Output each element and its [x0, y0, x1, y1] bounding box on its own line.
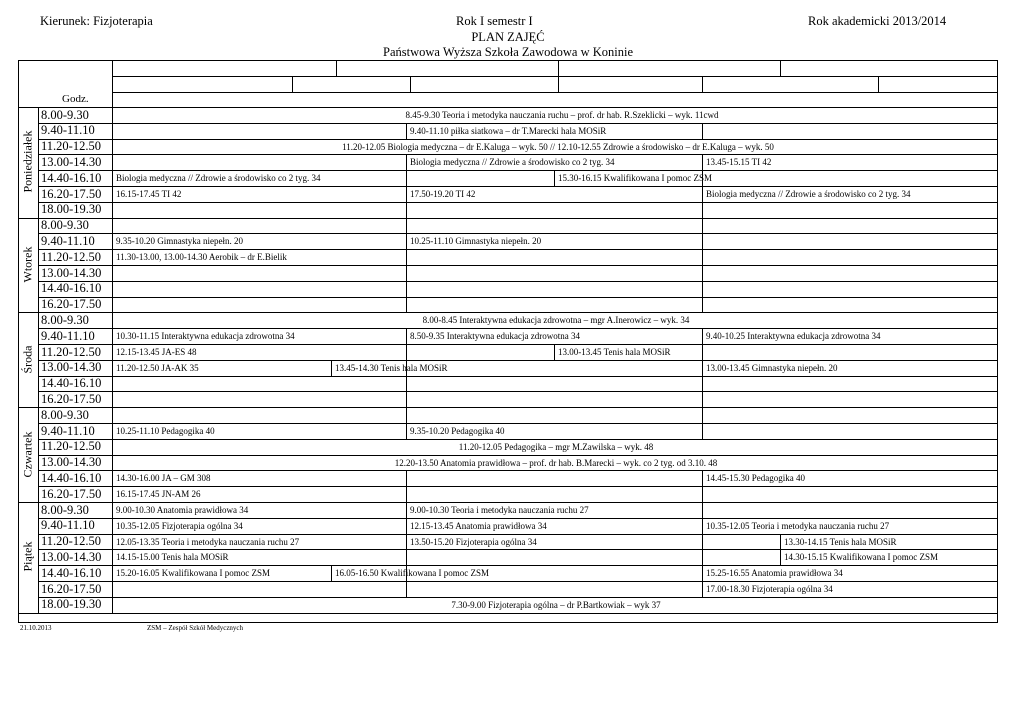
grid-line: [406, 218, 407, 234]
class-entry: 14.15-15.00 Tenis hala MOSiR: [116, 552, 229, 563]
field-of-study: Kierunek: Fizjoterapia: [40, 14, 153, 28]
grid-line: [38, 344, 997, 345]
grid-line: [406, 518, 407, 534]
grid-line: [702, 265, 703, 281]
grid-line: [38, 154, 997, 155]
time-slot: 14.40-16.10: [41, 376, 102, 391]
grid-line: [38, 249, 997, 250]
class-entry: 13.30-14.15 Tenis hala MOSiR: [784, 536, 897, 547]
class-entry: 14.30-15.15 Kwalifikowana I pomoc ZSM: [784, 552, 938, 563]
class-entry: 11.20-12.05 Pedagogika – mgr M.Zawilska – wyk. 48: [458, 441, 654, 452]
hours-column-header: Godz.: [62, 93, 89, 105]
time-slot: 9.40-11.10: [41, 423, 95, 438]
grid-line: [38, 534, 997, 535]
grid-line: [112, 502, 113, 613]
class-entry: 8.45-9.30 Teoria i metodyka nauczania ruchu – prof. dr hab. R.Szeklicki – wyk. 11cwd: [405, 110, 719, 120]
grid-line: [38, 581, 997, 582]
time-slot: 11.20-12.50: [41, 534, 101, 549]
grid-line: [702, 518, 703, 534]
class-entry: 11.20-12.50 JA-AK 35: [116, 362, 199, 373]
grid-line: [38, 376, 997, 377]
grid-line: [38, 423, 997, 424]
grid-line: [702, 249, 703, 265]
grid-line: [702, 123, 703, 139]
grid-line: [38, 170, 997, 171]
grid-line: [702, 202, 703, 218]
grid-line: [406, 249, 407, 265]
class-entry: 14.45-15.30 Pedagogika 40: [706, 473, 805, 484]
grid-line: [702, 297, 703, 313]
grid-line: [38, 218, 39, 313]
grid-line: [702, 154, 703, 170]
grid-line: [406, 123, 407, 139]
time-slot: 8.00-9.30: [41, 218, 89, 233]
time-slot: 11.20-12.50: [41, 344, 101, 359]
grid-line: [336, 61, 337, 76]
time-slot: 8.00-9.30: [41, 312, 89, 327]
grid-line: [112, 407, 113, 502]
time-slot: 18.00-19.30: [41, 202, 102, 217]
class-entry: 10.35-12.05 Teoria i metodyka nauczania ruchu 27: [706, 520, 890, 531]
time-slot: 16.20-17.50: [41, 581, 102, 596]
grid-line: [406, 391, 407, 407]
class-entry: 10.30-11.15 Interaktywna edukacja zdrowotna 34: [116, 331, 295, 342]
academic-year: Rok akademicki 2013/2014: [808, 14, 947, 28]
grid-line: [406, 502, 407, 518]
grid-line: [18, 218, 997, 219]
grid-line: [38, 265, 997, 266]
grid-line: [38, 107, 39, 218]
grid-line: [702, 549, 703, 565]
grid-line: [406, 549, 407, 565]
day-label: Środa: [20, 345, 35, 374]
time-slot: 8.00-9.30: [41, 502, 89, 517]
grid-line: [18, 407, 997, 408]
grid-line: [406, 202, 407, 218]
grid-line: [702, 565, 703, 581]
class-entry: 7.30-9.00 Fizjoterapia ogólna – dr P.Bartkowiak – wyk 37: [451, 599, 661, 610]
class-entry: Biologia medyczna // Zdrowie a środowisko co 2 tyg. 34: [706, 189, 911, 199]
grid-line: [702, 344, 703, 360]
grid-line: [38, 233, 997, 234]
grid-line: [38, 360, 997, 361]
grid-line: [38, 123, 997, 124]
grid-line: [780, 534, 781, 550]
grid-line: [406, 233, 407, 249]
time-slot: 16.20-17.50: [41, 391, 102, 406]
grid-line: [112, 107, 113, 218]
grid-line: [558, 76, 559, 92]
time-slot: 18.00-19.30: [41, 597, 102, 612]
grid-line: [702, 423, 703, 439]
grid-line: [702, 376, 703, 392]
grid-line: [406, 486, 407, 502]
time-slot: 16.20-17.50: [41, 297, 102, 312]
class-entry: 13.45-14.30 Tenis hala MOSiR: [335, 362, 448, 373]
footer-note: ZSM – Zespół Szkół Medycznych: [147, 624, 244, 632]
class-entry: 12.15-13.45 Anatomia prawidłowa 34: [410, 520, 547, 531]
grid-line: [112, 76, 997, 77]
grid-line: [331, 360, 332, 376]
grid-line: [38, 502, 39, 613]
class-entry: 14.30-16.00 JA – GM 308: [116, 473, 211, 484]
grid-line: [38, 281, 997, 282]
grid-line: [38, 597, 997, 598]
time-slot: 13.00-14.30: [41, 154, 102, 169]
grid-line: [331, 565, 332, 581]
grid-line: [112, 60, 113, 107]
grid-line: [702, 186, 703, 202]
class-entry: 17.50-19.20 TI 42: [410, 189, 476, 199]
grid-line: [406, 297, 407, 313]
grid-line: [38, 328, 997, 329]
grid-line: [38, 518, 997, 519]
class-entry: 9.40-11.10 piłka siatkowa – dr T.Marecki hala MOSiR: [410, 125, 607, 136]
class-entry: 13.45-15.15 TI 42: [706, 157, 772, 168]
footer-date: 21.10.2013: [20, 624, 52, 632]
time-slot: 14.40-16.10: [41, 470, 102, 485]
year-semester: Rok I semestr I: [456, 14, 533, 28]
grid-line: [702, 281, 703, 297]
class-entry: 9.40-10.25 Interaktywna edukacja zdrowotna 34: [706, 331, 881, 342]
grid-line: [112, 312, 113, 407]
class-entry: 9.00-10.30 Teoria i metodyka nauczania ruchu 27: [410, 505, 589, 515]
class-entry: 10.25-11.10 Pedagogika 40: [116, 426, 215, 436]
class-entry: 17.00-18.30 Fizjoterapia ogólna 34: [706, 584, 833, 594]
class-entry: 13.00-13.45 Gimnastyka niepełn. 20: [706, 362, 838, 373]
grid-line: [702, 360, 703, 376]
grid-line: [18, 107, 997, 108]
class-entry: 16.05-16.50 Kwalifikowana I pomoc ZSM: [335, 568, 489, 579]
grid-line: [702, 486, 703, 502]
grid-line: [558, 61, 559, 76]
time-slot: 13.00-14.30: [41, 265, 102, 280]
day-label: Piątek: [20, 541, 35, 572]
time-slot: 14.40-16.10: [41, 281, 102, 296]
grid-line: [702, 470, 703, 486]
grid-line: [702, 233, 703, 249]
grid-line: [406, 423, 407, 439]
day-label: Poniedziałek: [20, 130, 35, 193]
class-entry: 9.35-10.20 Gimnastyka niepełn. 20: [116, 236, 243, 247]
grid-line: [702, 328, 703, 344]
class-entry: 16.15-17.45 JN-AM 26: [116, 489, 201, 500]
class-entry: 12.05-13.35 Teoria i metodyka nauczania ruchu 27: [116, 536, 300, 547]
class-entry: 8.00-8.45 Interaktywna edukacja zdrowotna – mgr A.Inerowicz – wyk. 34: [422, 315, 690, 326]
grid-line: [702, 581, 703, 597]
grid-line: [554, 170, 555, 186]
class-entry: 16.15-17.45 TI 42: [116, 189, 182, 199]
class-entry: 13.50-15.20 Fizjoterapia ogólna 34: [410, 536, 537, 547]
class-entry: 15.30-16.15 Kwalifikowana I pomoc ZSM: [558, 173, 712, 184]
time-slot: 14.40-16.10: [41, 170, 102, 185]
time-slot: 11.20-12.50: [41, 249, 101, 264]
class-entry: 15.20-16.05 Kwalifikowana I pomoc ZSM: [116, 568, 270, 579]
grid-line: [38, 470, 997, 471]
grid-line: [18, 312, 997, 313]
time-slot: 13.00-14.30: [41, 360, 102, 375]
grid-line: [702, 391, 703, 407]
class-entry: 9.35-10.20 Pedagogika 40: [410, 426, 505, 436]
grid-line: [406, 328, 407, 344]
time-slot: 9.40-11.10: [41, 233, 95, 248]
time-slot: 14.40-16.10: [41, 565, 102, 580]
time-slot: 11.20-12.50: [41, 139, 101, 154]
page-title: PLAN ZAJĘĆ: [471, 30, 545, 44]
grid-line: [406, 407, 407, 423]
grid-line: [702, 502, 703, 518]
time-slot: 8.00-9.30: [41, 407, 89, 422]
day-label: Wtorek: [20, 246, 35, 283]
grid-line: [38, 202, 997, 203]
grid-line: [292, 76, 293, 92]
class-entry: Biologia medyczna // Zdrowie a środowisko co 2 tyg. 34: [116, 173, 321, 184]
grid-line: [406, 581, 407, 597]
time-slot: 11.20-12.50: [41, 439, 101, 454]
grid-line: [18, 613, 997, 614]
class-entry: 12.20-13.50 Anatomia prawidłowa – prof. dr hab. B.Marecki – wyk. co 2 tyg. od 3.10. 48: [394, 457, 718, 468]
school-name: Państwowa Wyższa Szkoła Zawodowa w Koninie: [383, 45, 633, 59]
grid-line: [878, 76, 879, 92]
grid-line: [38, 565, 997, 566]
time-slot: 8.00-9.30: [41, 107, 89, 122]
grid-line: [406, 376, 407, 392]
grid-line: [18, 502, 997, 503]
class-entry: 11.20-12.05 Biologia medyczna – dr E.Kaluga – wyk. 50 // 12.10-12.55 Zdrowie a środowisko – dr E.Kaluga – wyk. 50: [342, 141, 774, 152]
grid-line: [406, 154, 407, 170]
grid-line: [780, 61, 781, 76]
grid-line: [406, 265, 407, 281]
grid-line: [38, 139, 997, 140]
grid-line: [38, 312, 39, 407]
class-entry: Biologia medyczna // Zdrowie a środowisko co 2 tyg. 34: [410, 157, 615, 168]
grid-line: [38, 455, 997, 456]
grid-line: [410, 76, 411, 92]
grid-line: [112, 92, 997, 93]
class-entry: 8.50-9.35 Interaktywna edukacja zdrowotna 34: [410, 331, 580, 342]
time-slot: 13.00-14.30: [41, 455, 102, 470]
time-slot: 16.20-17.50: [41, 186, 102, 201]
time-slot: 9.40-11.10: [41, 123, 95, 138]
grid-line: [702, 218, 703, 234]
grid-line: [112, 218, 113, 313]
grid-line: [38, 549, 997, 550]
time-slot: 16.20-17.50: [41, 486, 102, 501]
grid-line: [554, 344, 555, 360]
class-entry: 13.00-13.45 Tenis hala MOSiR: [558, 347, 671, 357]
grid-line: [406, 344, 407, 360]
grid-line: [406, 534, 407, 550]
class-entry: 12.15-13.45 JA-ES 48: [116, 347, 197, 357]
grid-line: [406, 281, 407, 297]
time-slot: 13.00-14.30: [41, 549, 102, 564]
grid-line: [38, 407, 39, 502]
class-entry: 15.25-16.55 Anatomia prawidłowa 34: [706, 568, 843, 579]
grid-line: [38, 486, 997, 487]
class-entry: 11.30-13.00, 13.00-14.30 Aerobik – dr E.Bielik: [116, 252, 287, 263]
class-entry: 10.35-12.05 Fizjoterapia ogólna 34: [116, 520, 243, 531]
time-slot: 9.40-11.10: [41, 518, 95, 533]
class-entry: 10.25-11.10 Gimnastyka niepełn. 20: [410, 236, 542, 247]
grid-line: [406, 170, 407, 186]
grid-line: [702, 76, 703, 92]
day-label: Czwartek: [20, 431, 35, 478]
grid-line: [38, 297, 997, 298]
grid-line: [702, 534, 703, 550]
grid-line: [38, 391, 997, 392]
class-entry: 9.00-10.30 Anatomia prawidłowa 34: [116, 505, 249, 515]
time-slot: 9.40-11.10: [41, 328, 95, 343]
grid-line: [38, 439, 997, 440]
grid-line: [38, 186, 997, 187]
grid-line: [406, 470, 407, 486]
grid-line: [780, 549, 781, 565]
grid-line: [406, 186, 407, 202]
grid-line: [702, 407, 703, 423]
